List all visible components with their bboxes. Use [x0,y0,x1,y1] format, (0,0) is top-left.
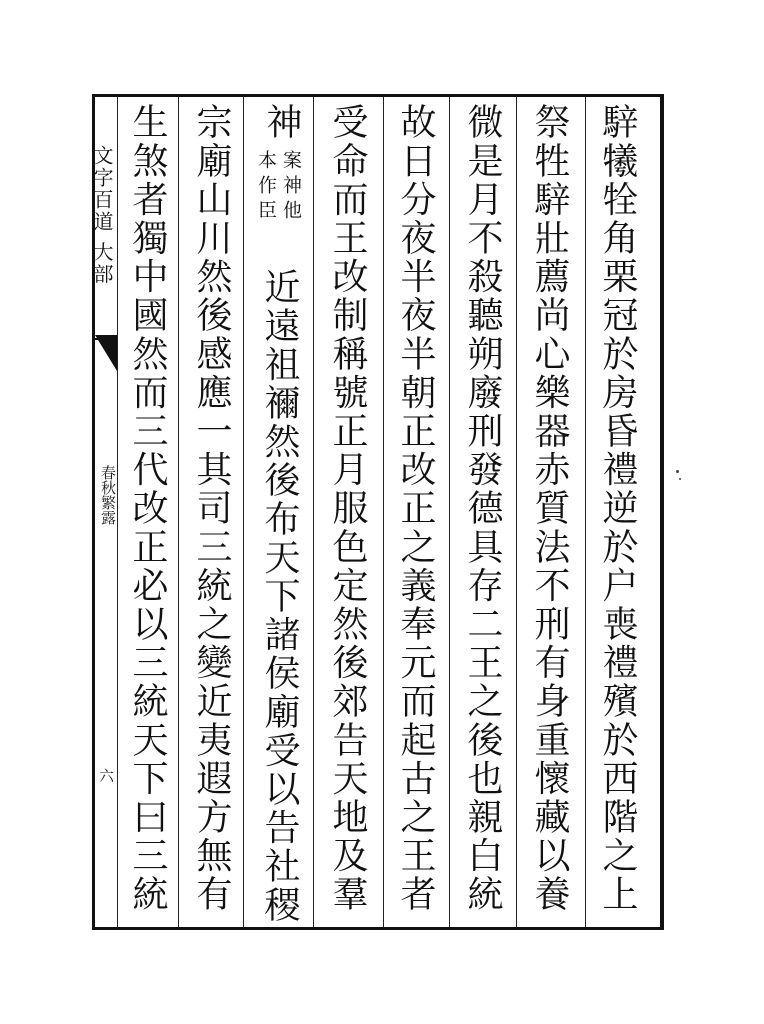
text-column-3: 微是月不殺聽朔廢刑發德具存二王之後也親白統 [462,103,503,914]
text-column-7: 宗廟山川然後感應一其司三統之變近夷遐方無有 [191,103,232,914]
text-column-1: 騂犧牷角栗冠於房昏禮逆於户喪禮殯於西階之上 [597,103,638,914]
column-rule [313,97,314,927]
column-rule [117,97,118,927]
column-rule [383,97,384,927]
column-6-tail: 近遠祖禰然後布天下諸侯廟受以告社稷 [259,268,300,925]
column-rule [516,97,517,927]
column-6-head: 神 [261,103,302,142]
interlinear-note-left: 本作臣 [255,150,277,225]
frame-bottom-border [92,927,662,930]
column-rule [449,97,450,927]
frame-right-border [660,94,664,930]
fold-page-number: 六 [97,767,115,783]
scan-speck [679,478,681,480]
text-column-2: 祭牲騂壯薦尚心樂器赤質法不刑有身重懷藏以養 [529,103,570,914]
text-column-5: 受命而王改制稱號正月服色定然後郊告天地及羣 [327,103,368,914]
text-column-8: 生煞者獨中國然而三代改正必以三統天下曰三統 [127,103,168,914]
fold-top-text: 文字百道 大部 [90,144,114,286]
scan-speck [676,470,679,473]
column-rule [178,97,179,927]
text-column-4: 故日分夜半夜半朝正改正之義奉元而起古之王者 [395,103,436,914]
column-rule [585,97,586,927]
interlinear-note-right: 案神他 [280,150,302,225]
fish-tail-ornament-icon [95,335,117,371]
column-rule [243,97,244,927]
fold-book-title: 春秋繁露 [99,465,117,525]
